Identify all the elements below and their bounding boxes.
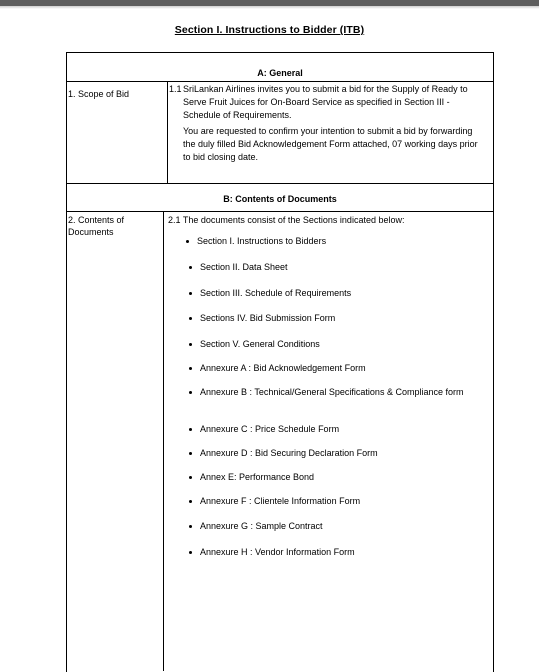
section-b-heading: B: Contents of Documents [223,194,337,204]
bullet-icon [189,266,192,269]
document-section-label: Section I. Instructions to Bidders [197,236,327,246]
clause-1-1-number: 1.1 [169,84,182,94]
bullet-icon [189,551,192,554]
section-a-column-divider [167,81,168,183]
document-section-label: Annexure B : Technical/General Specifications & Compliance form [200,387,464,397]
document-section-label: Section V. General Conditions [200,339,320,349]
document-section-label: Annexure F : Clientele Information Form [200,496,361,506]
bullet-icon [189,292,192,295]
section-b-header-divider [67,211,493,212]
scope-paragraph-2: You are requested to confirm your intention to submit a bid by forwarding the duly filled Bid Acknowledgement Form attached, 07 working days prior to bid closing date. [183,126,478,162]
document-title: Section I. Instructions to Bidder (ITB) [174,24,365,36]
document-section-label: Annex E: Performance Bond [200,472,315,482]
scope-paragraph-1: SriLankan Airlines invites you to submit a bid for the Supply of Ready to Serve Fruit Juices for On-Board Service as specified in Section III - Schedule of Requirements. [183,84,468,120]
document-section-label: Annexure D : Bid Securing Declaration Form [200,448,378,458]
document-section-label: Annexure G : Sample Contract [200,521,323,531]
bullet-icon [189,525,192,528]
document-section-label: Annexure A : Bid Acknowledgement Form [200,363,366,373]
bullet-icon [189,367,192,370]
bullet-icon [189,317,192,320]
bullet-icon [186,240,189,243]
document-section-label: Sections IV. Bid Submission Form [200,313,336,323]
bullet-icon [189,391,192,394]
bullet-icon [189,476,192,479]
section-a-heading: A: General [257,68,303,78]
bullet-icon [189,500,192,503]
contents-of-documents-label: 2. Contents of Documents [68,215,125,237]
bullet-icon [189,343,192,346]
section-b-top-divider [67,183,493,184]
document-section-label: Section II. Data Sheet [200,262,288,272]
document-section-label: Section III. Schedule of Requirements [200,288,352,298]
document-section-label: Annexure C : Price Schedule Form [200,424,340,434]
section-a-header-divider [67,81,493,82]
bullet-icon [189,452,192,455]
clause-2-1-intro: 2.1 The documents consist of the Sections indicated below: [168,215,405,225]
scope-of-bid-label: 1. Scope of Bid [68,89,130,99]
document-section-label: Annexure H : Vendor Information Form [200,547,355,557]
viewer-top-bar-shadow [0,6,539,9]
itb-table [66,52,494,672]
section-b-column-divider [163,211,164,671]
bullet-icon [189,428,192,431]
